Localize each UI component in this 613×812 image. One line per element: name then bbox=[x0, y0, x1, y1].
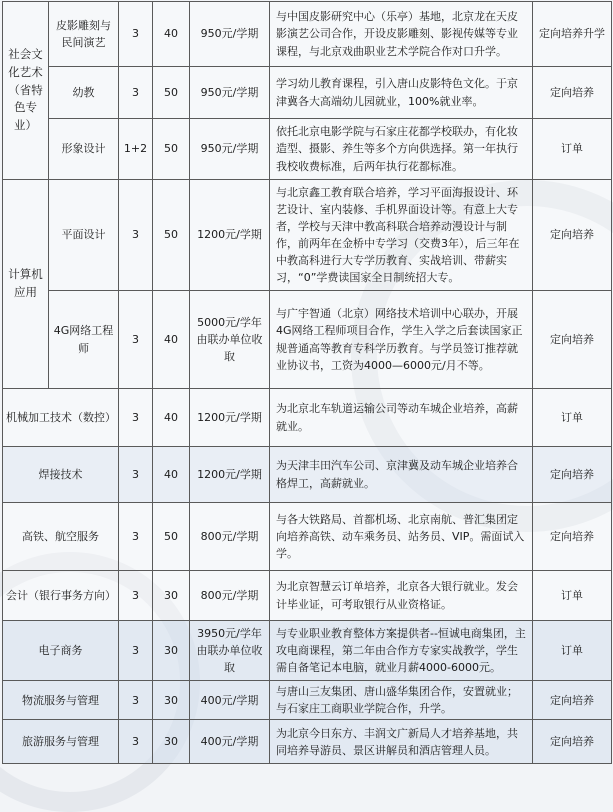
major-cell: 电子商务 bbox=[3, 621, 119, 681]
major-cell: 高铁、航空服务 bbox=[3, 503, 119, 571]
fee-cell: 1200元/学期 bbox=[190, 447, 270, 503]
table-row bbox=[3, 180, 612, 291]
count-cell: 50 bbox=[153, 503, 190, 571]
type-cell: 定向培养 bbox=[533, 67, 612, 119]
years-cell: 3 bbox=[119, 681, 153, 720]
years-cell: 3 bbox=[119, 389, 153, 447]
major-cell: 会计（银行事务方向） bbox=[3, 571, 119, 621]
years-cell: 3 bbox=[119, 571, 153, 621]
description-cell: 与唐山三友集团、唐山盛华集团合作，安置就业；与石家庄工商职业学院合作，升学。 bbox=[270, 681, 533, 720]
description-cell: 为天津丰田汽车公司、京津冀及动车城企业培养合格焊工，高薪就业。 bbox=[270, 447, 533, 503]
count-cell: 50 bbox=[153, 119, 190, 180]
type-cell: 定向培养 bbox=[533, 720, 612, 764]
description-cell: 为北京北车轨道运输公司等动车城企业培养，高薪就业。 bbox=[270, 389, 533, 447]
type-cell: 定向培养 bbox=[533, 681, 612, 720]
description-cell: 与中国皮影研究中心（乐亭）基地，北京龙在天皮影演艺公司合作，开设皮影雕刻、影视传媒等专业课程，与北京戏曲职业艺术学院合作对口升学。 bbox=[270, 2, 533, 67]
years-cell: 3 bbox=[119, 447, 153, 503]
type-cell: 订单 bbox=[533, 119, 612, 180]
count-cell: 40 bbox=[153, 2, 190, 67]
years-cell: 3 bbox=[119, 291, 153, 389]
table-row bbox=[3, 720, 612, 764]
major-cell: 皮影雕刻与民间演艺 bbox=[49, 2, 119, 67]
years-cell: 3 bbox=[119, 2, 153, 67]
type-cell: 定向培养 bbox=[533, 180, 612, 291]
fee-cell: 400元/学期 bbox=[190, 720, 270, 764]
years-cell: 3 bbox=[119, 180, 153, 291]
program-table bbox=[2, 1, 612, 764]
major-cell: 4G网络工程师 bbox=[49, 291, 119, 389]
years-cell: 3 bbox=[119, 503, 153, 571]
description-cell: 与专业职业教育整体方案提供者--恒诚电商集团，主攻电商课程，第二年由合作方专家实战教学，学生需自备笔记本电脑，就业月薪4000-6000元。 bbox=[270, 621, 533, 681]
major-cell: 物流服务与管理 bbox=[3, 681, 119, 720]
major-cell: 幼教 bbox=[49, 67, 119, 119]
fee-cell: 800元/学期 bbox=[190, 503, 270, 571]
type-cell: 定向培养 bbox=[533, 503, 612, 571]
major-cell: 平面设计 bbox=[49, 180, 119, 291]
table-row bbox=[3, 571, 612, 621]
type-cell: 定向培养 bbox=[533, 291, 612, 389]
fee-cell: 800元/学期 bbox=[190, 571, 270, 621]
count-cell: 40 bbox=[153, 389, 190, 447]
major-cell: 形象设计 bbox=[49, 119, 119, 180]
fee-cell: 5000元/学年由联办单位收取 bbox=[190, 291, 270, 389]
major-cell: 旅游服务与管理 bbox=[3, 720, 119, 764]
fee-cell: 950元/学期 bbox=[190, 67, 270, 119]
count-cell: 30 bbox=[153, 571, 190, 621]
count-cell: 30 bbox=[153, 621, 190, 681]
fee-cell: 950元/学期 bbox=[190, 2, 270, 67]
table-row bbox=[3, 67, 612, 119]
type-cell: 订单 bbox=[533, 621, 612, 681]
fee-cell: 3950元/学年由联办单位收取 bbox=[190, 621, 270, 681]
fee-cell: 950元/学期 bbox=[190, 119, 270, 180]
table-row bbox=[3, 291, 612, 389]
major-cell: 焊接技术 bbox=[3, 447, 119, 503]
description-cell: 为北京今日东方、丰润文广新局人才培养基地，共同培养导游员、景区讲解员和酒店管理人员。 bbox=[270, 720, 533, 764]
table-row bbox=[3, 119, 612, 180]
count-cell: 50 bbox=[153, 67, 190, 119]
description-cell: 与北京鑫工教育联合培养，学习平面海报设计、环艺设计、室内装修、手机界面设计等。有意上大专者，学校与天津中教高科联合培养动漫设计与制作，前两年在金桥中专学习（交费3年），后三年在中教高科进行大专学历教育、实战培训、带薪实习，“0”学费读国家全日制统招大专。 bbox=[270, 180, 533, 291]
fee-cell: 400元/学期 bbox=[190, 681, 270, 720]
type-cell: 定向培养升学 bbox=[533, 2, 612, 67]
type-cell: 订单 bbox=[533, 571, 612, 621]
type-cell: 订单 bbox=[533, 389, 612, 447]
category-cell: 社会文化艺术（省特色专业） bbox=[3, 2, 49, 180]
description-cell: 依托北京电影学院与石家庄花都学校联办，有化妆造型、摄影、养生等多个方向供选择。第一年执行我校收费标准，后两年执行花都标准。 bbox=[270, 119, 533, 180]
count-cell: 30 bbox=[153, 681, 190, 720]
description-cell: 与广宇智通（北京）网络技术培训中心联办，开展4G网络工程师项目合作，学生入学之后套读国家正规普通高等教育专科学历教育。与学员签订推荐就业协议书，工资为4000—6000元/月不等。 bbox=[270, 291, 533, 389]
years-cell: 1+2 bbox=[119, 119, 153, 180]
count-cell: 40 bbox=[153, 291, 190, 389]
table-row bbox=[3, 621, 612, 681]
table-row bbox=[3, 2, 612, 67]
years-cell: 3 bbox=[119, 621, 153, 681]
count-cell: 50 bbox=[153, 180, 190, 291]
table-row bbox=[3, 389, 612, 447]
description-cell: 学习幼儿教育课程，引入唐山皮影特色文化。于京津冀各大高端幼儿园就业，100%就业率。 bbox=[270, 67, 533, 119]
description-cell: 为北京智慧云订单培养，北京各大银行就业。发会计毕业证，可考取银行从业资格证。 bbox=[270, 571, 533, 621]
count-cell: 40 bbox=[153, 447, 190, 503]
years-cell: 3 bbox=[119, 67, 153, 119]
description-cell: 与各大铁路局、首都机场、北京南航、普汇集团定向培养高铁、动车乘务员、站务员、VIP。需面试入学。 bbox=[270, 503, 533, 571]
category-cell: 计算机应用 bbox=[3, 180, 49, 389]
count-cell: 30 bbox=[153, 720, 190, 764]
table-row bbox=[3, 681, 612, 720]
fee-cell: 1200元/学期 bbox=[190, 389, 270, 447]
years-cell: 3 bbox=[119, 720, 153, 764]
table-row bbox=[3, 503, 612, 571]
major-cell: 机械加工技术（数控） bbox=[3, 389, 119, 447]
type-cell: 定向培养 bbox=[533, 447, 612, 503]
table-row bbox=[3, 447, 612, 503]
fee-cell: 1200元/学期 bbox=[190, 180, 270, 291]
